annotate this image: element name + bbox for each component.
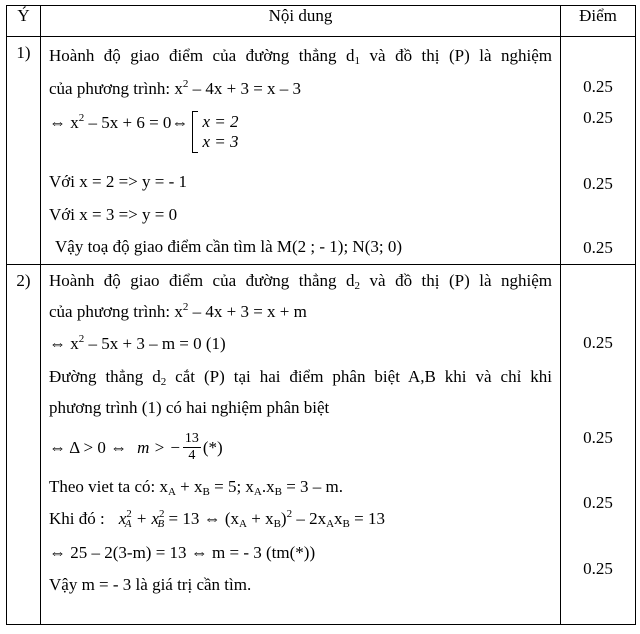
content-line: Khi đó : $x^2_A + x^2_B = 13$ ⇔ $(x_A + x_B)^2 - 2x_Ax_B = 13$ bbox=[49, 508, 385, 530]
header-item-col: Ý bbox=[7, 6, 41, 37]
bracket bbox=[192, 111, 198, 153]
solution-system: x = 2 x = 3 bbox=[192, 111, 242, 155]
content-line: Hoành độ giao điểm của đường thẳng $d_2$ và đồ thị (P) là nghiệm bbox=[49, 271, 552, 292]
table-row bbox=[7, 265, 636, 625]
item-number: 1) bbox=[7, 37, 41, 265]
content-line: Vậy toạ độ giao điểm cần tìm là M(2 ; - 1); N(3; 0) bbox=[55, 237, 402, 256]
score-value: 0.25 bbox=[583, 333, 613, 352]
content-line: Theo viet ta có: $x_A + x_B = 5$; $x_A.x_B = 3 - m$. bbox=[49, 477, 344, 498]
header-row bbox=[7, 6, 636, 37]
content-line: ⇔ $x^2 - 5x + 6$ = 0⇔ x = 2 x = 3 bbox=[49, 111, 552, 157]
grading-table bbox=[6, 5, 636, 625]
content-line: phương trình (1) có hai nghiệm phân biệt bbox=[49, 398, 330, 417]
header-score-col: Điểm bbox=[561, 6, 636, 37]
score-value: 0.25 bbox=[583, 238, 613, 257]
content-line: Với x = 2 => y = - 1 bbox=[49, 172, 188, 191]
content-line: của phương trình: $x^2 - 4x + 3 = x - 3$ bbox=[49, 78, 302, 98]
score-value: 0.25 bbox=[583, 559, 613, 578]
content-line: Vậy m = - 3 là giá trị cần tìm. bbox=[49, 575, 252, 594]
content-line: ⇔ Δ > 0 ⇔ m > − $\frac{13}{4}$ (*) bbox=[49, 430, 223, 463]
content-line: ⇔ $x^2 - 5x + 3 - m = 0$ (1) bbox=[49, 333, 226, 353]
score-value: 0.25 bbox=[583, 428, 613, 447]
content-line: ⇔ 25 – 2(3-m) = 13 ⇔ m = - 3 (tm(*)) bbox=[49, 543, 316, 562]
content-line: Hoành độ giao điểm của đường thẳng $d_1$ và đồ thị (P) là nghiệm bbox=[49, 46, 552, 67]
item-content bbox=[41, 37, 561, 265]
content-line: Với x = 3 => y = 0 bbox=[49, 205, 178, 224]
score-cell bbox=[561, 37, 636, 265]
score-value: 0.25 bbox=[583, 493, 613, 512]
item-content bbox=[41, 265, 561, 625]
fraction: $\frac{13}{4}$ bbox=[184, 430, 199, 463]
item-number: 2) bbox=[7, 265, 41, 625]
score-cell bbox=[561, 265, 636, 625]
score-value: 0.25 bbox=[583, 174, 613, 193]
table-row bbox=[7, 37, 636, 265]
header-content-col: Nội dung bbox=[41, 6, 561, 37]
score-value: 0.25 bbox=[583, 77, 613, 96]
score-value: 0.25 bbox=[583, 108, 613, 127]
content-line: của phương trình: $x^2 - 4x + 3 = x + m$ bbox=[49, 301, 307, 321]
content-line: Đường thẳng $d_2$ cắt (P) tại hai điểm phân biệt A,B khi và chỉ khi bbox=[49, 367, 552, 388]
